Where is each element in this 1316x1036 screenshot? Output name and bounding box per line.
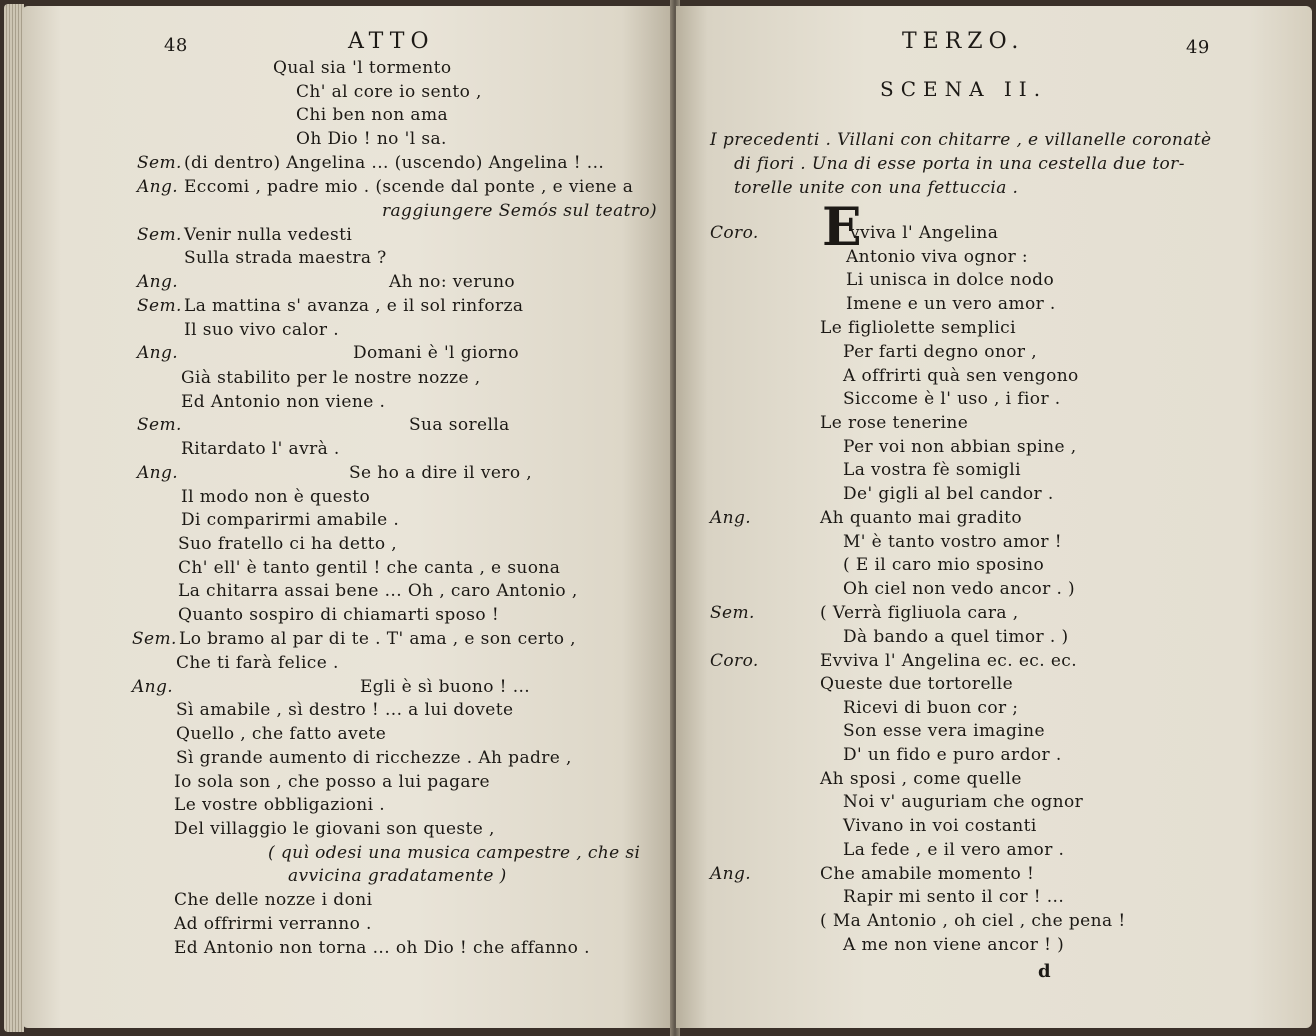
page-edges	[4, 4, 24, 1032]
verse-line: Siccome è l' uso , i fior .	[843, 389, 1061, 409]
verse-line: Evviva l' Angelina ec. ec. ec.	[820, 651, 1078, 671]
verse-line: Sua sorella	[409, 415, 510, 435]
left-page	[22, 6, 674, 1028]
verse-line: Ah sposi , come quelle	[820, 769, 1022, 789]
right-page	[676, 6, 1312, 1028]
verse-line: Quello , che fatto avete	[176, 724, 387, 744]
speaker-label: Sem.	[137, 153, 182, 173]
verse-line: (di dentro) Angelina ... (uscendo) Angelina ! ...	[184, 153, 605, 173]
verse-line: La chitarra assai bene ... Oh , caro Antonio ,	[178, 581, 578, 601]
page-number-right: 49	[1186, 37, 1210, 58]
verse-line: Antonio viva ognor :	[846, 247, 1029, 267]
verse-line: Ed Antonio non torna ... oh Dio ! che affanno .	[174, 938, 590, 958]
speaker-label: Sem.	[137, 296, 182, 316]
speaker-label: Sem.	[137, 225, 182, 245]
drop-cap: E	[822, 197, 862, 258]
verse-line: avvicina gradatamente )	[288, 866, 507, 886]
verse-line: Ed Antonio non viene .	[181, 392, 386, 412]
verse-line: Di comparirmi amabile .	[181, 510, 400, 530]
speaker-label: Ang.	[710, 508, 752, 528]
speaker-label: Sem.	[132, 629, 177, 649]
verse-line: La fede , e il vero amor .	[843, 840, 1065, 860]
verse-line: A offrirti quà sen vengono	[843, 366, 1079, 386]
verse-line: Ad offrirmi verranno .	[174, 914, 372, 934]
verse-line: ( Verrà figliuola cara ,	[820, 603, 1019, 623]
page-number-left: 48	[164, 35, 188, 56]
verse-line: Del villaggio le giovani son queste ,	[174, 819, 495, 839]
verse-line: Venir nulla vedesti	[184, 225, 353, 245]
speaker-label: Ang.	[137, 272, 179, 292]
verse-line: A me non viene ancor ! )	[843, 935, 1065, 955]
verse-line: Egli è sì buono ! ...	[360, 677, 531, 697]
verse-line: Ah no: veruno	[389, 272, 516, 292]
speaker-label: Ang.	[137, 177, 179, 197]
verse-line: Qual sia 'l tormento	[273, 58, 452, 78]
verse-line: Rapir mi sento il cor ! ...	[843, 887, 1065, 907]
verse-line: ( E il caro mio sposino	[843, 555, 1045, 575]
verse-line: Le rose tenerine	[820, 413, 969, 433]
speaker-label: Ang.	[137, 463, 179, 483]
speaker-label: Sem.	[710, 603, 755, 623]
verse-line: vviva l' Angelina	[850, 223, 999, 243]
speaker-label: Ang.	[132, 677, 174, 697]
verse-line: Sulla strada maestra ?	[184, 248, 387, 268]
verse-line: Son esse vera imagine	[843, 721, 1045, 741]
verse-line: Sì amabile , sì destro ! ... a lui dovete	[176, 700, 514, 720]
verse-line: Eccomi , padre mio . (scende dal ponte , e viene a	[184, 177, 634, 197]
verse-line: Vivano in voi costanti	[843, 816, 1037, 836]
verse-line: Noi v' auguriam che ognor	[843, 792, 1084, 812]
verse-line: ( Ma Antonio , oh ciel , che pena !	[820, 911, 1126, 931]
verse-line: Ch' al core io sento ,	[296, 82, 482, 102]
verse-line: Domani è 'l giorno	[353, 343, 519, 363]
verse-line: Che amabile momento !	[820, 864, 1035, 884]
verse-line: Le figliolette semplici	[820, 318, 1016, 338]
verse-line: Queste due tortorelle	[820, 674, 1014, 694]
verse-line: Ritardato l' avrà .	[181, 439, 340, 459]
verse-line: Suo fratello ci ha detto ,	[178, 534, 398, 554]
verse-line: Che ti farà felice .	[176, 653, 339, 673]
stage-direction-line: di fiori . Una di esse porta in una cestella due tor-	[734, 154, 1185, 174]
running-head-right: TERZO.	[902, 29, 1025, 54]
verse-line: Li unisca in dolce nodo	[846, 270, 1055, 290]
verse-line: La vostra fè somigli	[843, 460, 1021, 480]
verse-line: Per voi non abbian spine ,	[843, 437, 1077, 457]
speaker-label: Ang.	[710, 864, 752, 884]
verse-line: Chi ben non ama	[296, 105, 449, 125]
verse-line: Il suo vivo calor .	[184, 320, 340, 340]
verse-line: Oh ciel non vedo ancor . )	[843, 579, 1076, 599]
verse-line: Lo bramo al par di te . T' ama , e son certo ,	[179, 629, 576, 649]
verse-line: Ah quanto mai gradito	[820, 508, 1023, 528]
verse-line: Oh Dio ! no 'l sa.	[296, 129, 447, 149]
verse-line: Il modo non è questo	[181, 487, 371, 507]
stage-direction-line: I precedenti . Villani con chitarre , e villanelle coronatè	[710, 130, 1212, 150]
verse-line: Per farti degno onor ,	[843, 342, 1038, 362]
running-head-left: ATTO	[348, 29, 435, 54]
verse-line: Dà bando a quel timor . )	[843, 627, 1069, 647]
verse-line: Ch' ell' è tanto gentil ! che canta , e suona	[178, 558, 561, 578]
speaker-label: Coro.	[710, 223, 759, 243]
verse-line: Imene e un vero amor .	[846, 294, 1056, 314]
verse-line: ( quì odesi una musica campestre , che si	[268, 843, 641, 863]
verse-line: Sì grande aumento di ricchezze . Ah padre ,	[176, 748, 572, 768]
verse-line: Già stabilito per le nostre nozze ,	[181, 368, 481, 388]
verse-line: M' è tanto vostro amor !	[843, 532, 1062, 552]
verse-line: Che delle nozze i doni	[174, 890, 373, 910]
verse-line: De' gigli al bel candor .	[843, 484, 1054, 504]
verse-line: Quanto sospiro di chiamarti sposo !	[178, 605, 500, 625]
verse-line: Se ho a dire il vero ,	[349, 463, 533, 483]
speaker-label: Sem.	[137, 415, 182, 435]
verse-line: La mattina s' avanza , e il sol rinforza	[184, 296, 524, 316]
verse-line: Le vostre obbligazioni .	[174, 795, 386, 815]
verse-line: Io sola son , che posso a lui pagare	[174, 772, 490, 792]
signature-mark: d	[1038, 961, 1051, 982]
verse-line: raggiungere Semós sul teatro)	[382, 201, 658, 221]
stage-direction-line: torelle unite con una fettuccia .	[734, 178, 1019, 198]
verse-line: Ricevi di buon cor ;	[843, 698, 1019, 718]
scene-title: SCENA II.	[880, 77, 1048, 101]
verse-line: D' un fido e puro ardor .	[843, 745, 1062, 765]
speaker-label: Ang.	[137, 343, 179, 363]
speaker-label: Coro.	[710, 651, 759, 671]
